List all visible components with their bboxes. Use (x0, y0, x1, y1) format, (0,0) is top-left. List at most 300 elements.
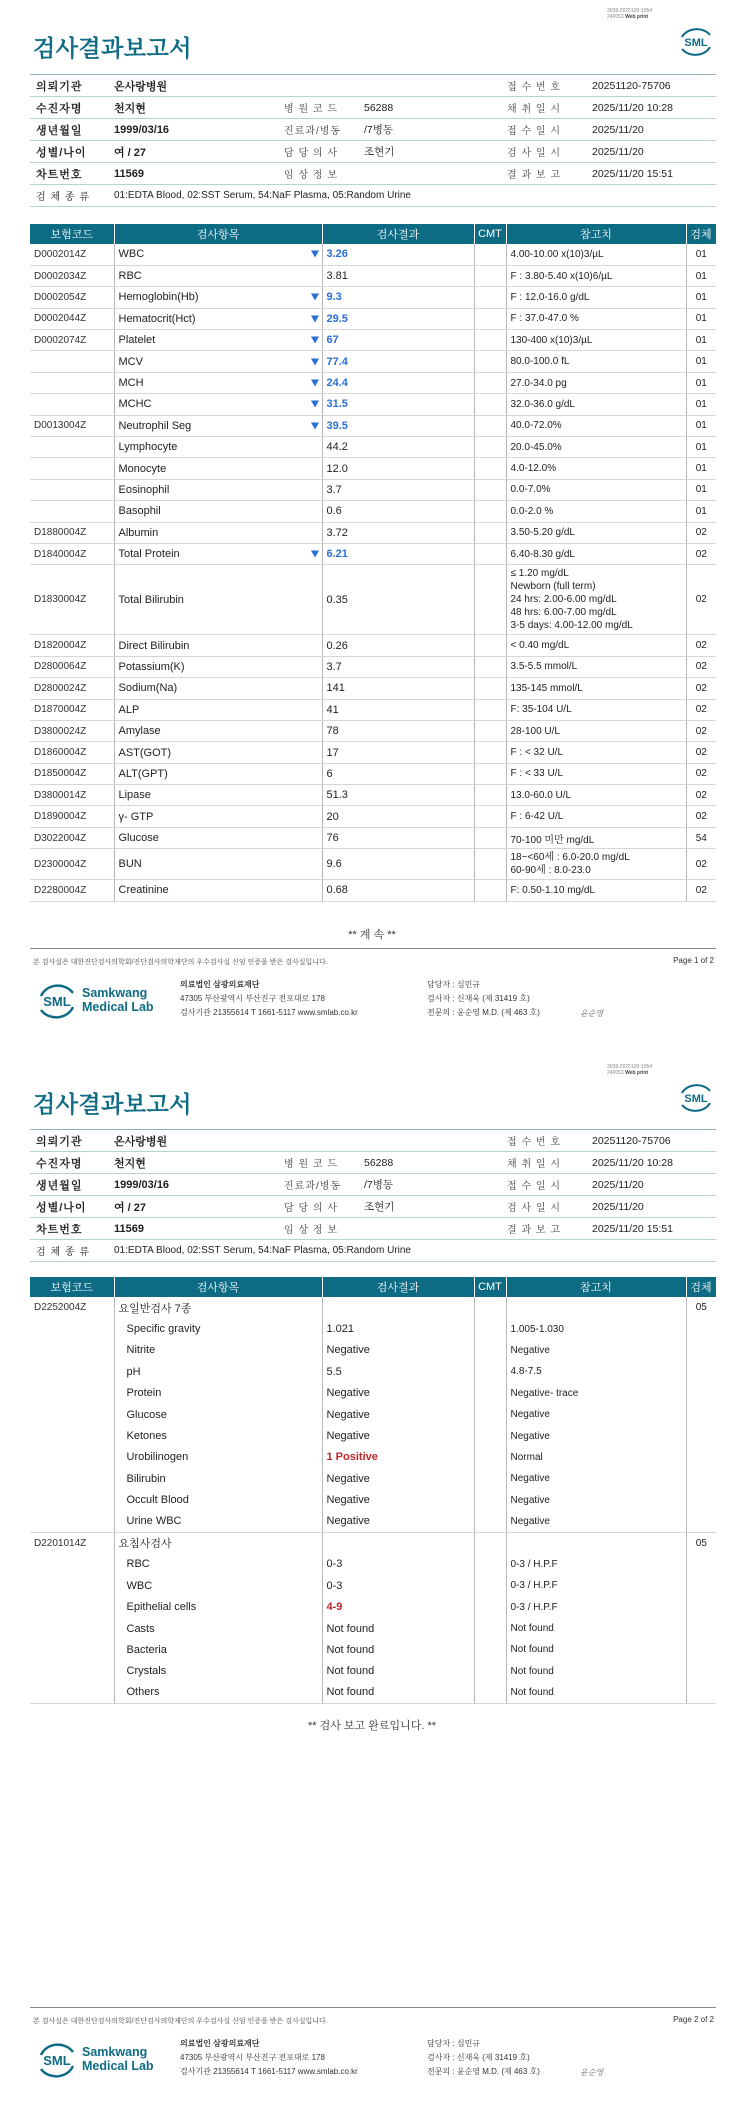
row-cmt (474, 1639, 506, 1660)
row-result: 3.7 (322, 656, 474, 677)
row-result: 3.81 (322, 265, 474, 286)
row-specimen (686, 1575, 716, 1596)
row-item (114, 656, 322, 677)
row-cmt (474, 330, 506, 351)
receipt-no-label: 접 수 번 호 (503, 75, 588, 97)
row-cmt (474, 699, 506, 720)
sml-logo-icon (36, 2039, 78, 2081)
doctor-label: 담 당 의 사 (280, 1196, 360, 1218)
row-code: D1880004Z (30, 522, 114, 543)
ref-line: ≤ 1.20 mg/dL (510, 568, 569, 580)
row-result: Negative (322, 1425, 474, 1446)
table-row (30, 880, 716, 901)
row-code: D3800024Z (30, 720, 114, 741)
col-header-code: 보험코드 (30, 224, 114, 244)
specimen-label: 검 체 종 류 (30, 185, 110, 207)
group-ref (506, 1532, 686, 1553)
row-code: D1860004Z (30, 742, 114, 763)
row-ref: F: 0.50-1.10 mg/dL (506, 880, 686, 901)
row-code: D2300004Z (30, 849, 114, 880)
row-result: Negative (322, 1468, 474, 1489)
signature: 윤순영 (580, 2068, 604, 2077)
row-code: D1890004Z (30, 806, 114, 827)
report-label: 결 과 보 고 (503, 1218, 588, 1240)
row-ref: Negative (506, 1468, 686, 1489)
row-ref: F : 37.0-47.0 % (506, 308, 686, 329)
row-specimen: 02 (686, 880, 716, 901)
row-result: 24.4 (322, 372, 474, 393)
staff-tester: 검사자 : 신재욱 (제 31419 호) (427, 994, 530, 1003)
low-flag-down-arrow-icon (311, 251, 319, 258)
row-item (114, 330, 322, 351)
doctor-value: 조현기 (360, 1196, 503, 1218)
table-row (30, 565, 716, 635)
row-result: 0.35 (322, 565, 474, 635)
logo-text: SML (43, 994, 71, 1009)
table-row (30, 479, 716, 500)
row-result: Negative (322, 1340, 474, 1361)
row-specimen (686, 1447, 716, 1468)
hospital-label: 의뢰기관 (30, 1130, 110, 1152)
row-item (114, 437, 322, 458)
hospital-label: 의뢰기관 (30, 75, 110, 97)
brand-line-1: Samkwang (82, 986, 148, 1000)
row-result: Negative (322, 1404, 474, 1425)
row-ref: 0.0-2.0 % (506, 501, 686, 522)
row-item: Epithelial cells (114, 1596, 322, 1617)
row-item: Bacteria (114, 1639, 322, 1660)
footer-address (180, 2037, 358, 2079)
row-result: 51.3 (322, 785, 474, 806)
row-specimen: 01 (686, 394, 716, 415)
table-row (30, 244, 716, 265)
report-label: 결 과 보 고 (503, 163, 588, 185)
table-row (30, 1575, 716, 1596)
row-cmt (474, 501, 506, 522)
row-item (114, 785, 322, 806)
row-item (114, 742, 322, 763)
row-result: 4-9 (322, 1596, 474, 1617)
row-result: 6.21 (322, 543, 474, 564)
row-item (114, 806, 322, 827)
row-code (30, 458, 114, 479)
row-item (114, 501, 322, 522)
row-item: Ketones (114, 1425, 322, 1446)
row-item-label: Lipase (118, 789, 151, 802)
signature: 윤순영 (580, 1009, 604, 1018)
row-cmt (474, 394, 506, 415)
dob-value: 1999/03/16 (110, 119, 280, 141)
row-ref: 1.005-1.030 (506, 1318, 686, 1339)
row-specimen (686, 1318, 716, 1339)
print-code (607, 1064, 687, 1076)
row-ref: 0.0-7.0% (506, 479, 686, 500)
table-row (30, 437, 716, 458)
row-item-label: Potassium(K) (118, 660, 185, 673)
table-row (30, 1404, 716, 1425)
row-ref: Not found (506, 1639, 686, 1660)
row-specimen (686, 1340, 716, 1361)
col-header-ref: 참고치 (506, 224, 686, 244)
row-ref: Negative (506, 1490, 686, 1511)
row-cmt (474, 1340, 506, 1361)
print-code (607, 8, 687, 20)
row-item-label: Amylase (118, 725, 161, 738)
row-code (30, 1383, 114, 1404)
row-ref: F : 6-42 U/L (506, 806, 686, 827)
row-cmt (474, 1661, 506, 1682)
row-specimen: 54 (686, 827, 716, 848)
row-result: 0.68 (322, 880, 474, 901)
chart-value: 11569 (110, 163, 280, 185)
col-header-item: 검사항목 (114, 224, 322, 244)
row-specimen: 02 (686, 849, 716, 880)
receipt-date-value: 2025/11/20 (588, 119, 716, 141)
row-result: 31.5 (322, 394, 474, 415)
collect-label: 채 취 일 시 (503, 97, 588, 119)
table-row (30, 678, 716, 699)
row-specimen: 02 (686, 806, 716, 827)
address: 47305 부산광역시 부산진구 전포대로 178 (180, 2053, 325, 2062)
row-specimen: 02 (686, 565, 716, 635)
collect-value: 2025/11/20 10:28 (588, 1152, 716, 1174)
row-item (114, 415, 322, 436)
row-ref (506, 849, 686, 880)
row-item-label: Neutrophil Seg (118, 419, 192, 432)
row-ref: 32.0-36.0 g/dL (506, 394, 686, 415)
row-item: Crystals (114, 1661, 322, 1682)
row-code (30, 1618, 114, 1639)
group-specimen: 05 (695, 1302, 707, 1314)
table-row (30, 656, 716, 677)
row-cmt (474, 244, 506, 265)
ref-line: 24 hrs: 2.00-6.00 mg/dL (510, 594, 617, 606)
row-cmt (474, 827, 506, 848)
row-ref: Negative (506, 1511, 686, 1532)
hosp-code-value: 56288 (360, 1152, 503, 1174)
row-result: 20 (322, 806, 474, 827)
row-cmt (474, 308, 506, 329)
table-row (30, 372, 716, 393)
clinical-value (360, 1218, 503, 1240)
row-ref: 40.0-72.0% (506, 415, 686, 436)
ref-line: 60-90세 : 8.0-23.0 (510, 865, 591, 877)
brand-line-2: Medical Lab (82, 2059, 154, 2073)
row-specimen: 01 (686, 437, 716, 458)
low-flag-down-arrow-icon (311, 358, 319, 365)
row-item-label: Hemoglobin(Hb) (118, 291, 199, 304)
footer-divider (30, 948, 716, 949)
row-cmt (474, 1404, 506, 1425)
patient-value: 천지현 (110, 97, 280, 119)
row-cmt (474, 1511, 506, 1532)
row-specimen: 02 (686, 742, 716, 763)
row-item (114, 543, 322, 564)
row-specimen: 02 (686, 763, 716, 784)
row-ref: 0-3 / H.P.F (506, 1596, 686, 1617)
row-cmt (474, 678, 506, 699)
row-result: Not found (322, 1661, 474, 1682)
table-row (30, 635, 716, 656)
table-row (30, 1596, 716, 1617)
row-specimen: 01 (686, 351, 716, 372)
sml-logo-icon (676, 1081, 716, 1115)
row-item-label: Basophil (118, 505, 161, 518)
row-cmt (474, 372, 506, 393)
table-row (30, 351, 716, 372)
col-header-result: 검사결과 (322, 224, 474, 244)
row-cmt (474, 1618, 506, 1639)
row-cmt (474, 849, 506, 880)
row-ref: 4.00-10.00 x(10)3/µL (506, 244, 686, 265)
print-code-1: 3038-2025100-1054 (607, 1064, 653, 1070)
row-result: 12.0 (322, 458, 474, 479)
row-item (114, 287, 322, 308)
row-item-label: MCHC (118, 398, 152, 411)
dept-label: 진료과/병동 (280, 119, 360, 141)
row-specimen: 01 (686, 458, 716, 479)
footer-logo (36, 2039, 171, 2083)
sex-label: 성별/나이 (30, 141, 110, 163)
row-ref: 130-400 x(10)3/µL (506, 330, 686, 351)
col-header-cmt: CMT (474, 224, 506, 244)
table-row (30, 1554, 716, 1575)
row-code: D1820004Z (30, 635, 114, 656)
group-ref (506, 1297, 686, 1318)
row-cmt (474, 763, 506, 784)
row-specimen: 01 (686, 330, 716, 351)
logo-text: SML (43, 2053, 71, 2068)
print-code-1: 3038-2025100-1054 (607, 8, 653, 14)
staff-specialist: 전문의 : 윤순영 M.D. (제 463 호) (427, 1008, 540, 1017)
report-page-2 (0, 1045, 744, 2104)
row-result: 39.5 (322, 415, 474, 436)
row-code: D0002074Z (30, 330, 114, 351)
row-code (30, 1447, 114, 1468)
contact: 검사기관 21355614 T 1661-5117 www.smlab.co.kr (180, 2067, 358, 2076)
chart-label: 차트번호 (30, 163, 110, 185)
row-item (114, 458, 322, 479)
row-item-label: Eosinophil (118, 483, 170, 496)
row-code (30, 351, 114, 372)
dept-value: /7병동 (360, 1174, 503, 1196)
urine-results-table (30, 1277, 717, 1704)
row-cmt (474, 880, 506, 901)
group-row (30, 1297, 716, 1318)
patient-info-table (30, 74, 716, 207)
row-item (114, 635, 322, 656)
table-row (30, 1490, 716, 1511)
table-row (30, 1340, 716, 1361)
row-cmt (474, 656, 506, 677)
report-title: 검사결과보고서 (33, 1091, 193, 1117)
receipt-date-label: 접 수 일 시 (503, 1174, 588, 1196)
row-cmt (474, 1468, 506, 1489)
row-result: 5.5 (322, 1361, 474, 1382)
hosp-code-label: 병 원 코 드 (280, 97, 360, 119)
col-header-specimen: 검체 (686, 224, 716, 244)
table-row (30, 1639, 716, 1660)
row-specimen: 02 (686, 543, 716, 564)
row-item (114, 699, 322, 720)
row-specimen: 02 (686, 720, 716, 741)
row-ref: 28-100 U/L (506, 720, 686, 741)
row-code (30, 1318, 114, 1339)
row-code (30, 1682, 114, 1703)
row-result: 1.021 (322, 1318, 474, 1339)
row-specimen (686, 1361, 716, 1382)
row-code (30, 1661, 114, 1682)
row-specimen: 01 (686, 308, 716, 329)
row-item (114, 678, 322, 699)
row-specimen (686, 1596, 716, 1617)
specimen-value: 01:EDTA Blood, 02:SST Serum, 54:NaF Plasma, 05:Random Urine (110, 185, 716, 207)
row-cmt (474, 1425, 506, 1446)
row-code (30, 437, 114, 458)
row-result: Negative (322, 1511, 474, 1532)
row-ref (506, 565, 686, 635)
row-specimen: 01 (686, 501, 716, 522)
row-item-label: AST(GOT) (118, 746, 172, 759)
group-result (322, 1532, 474, 1553)
sex-value: 여 / 27 (110, 1196, 280, 1218)
receipt-no-value: 20251120-75706 (588, 1130, 716, 1152)
chart-value: 11569 (110, 1218, 280, 1240)
row-result: 67 (322, 330, 474, 351)
ref-line: 3-5 days: 4.00-12.00 mg/dL (510, 620, 633, 632)
row-item-label: Albumin (118, 526, 159, 539)
row-result: Negative (322, 1383, 474, 1404)
row-item-label: Sodium(Na) (118, 682, 178, 695)
org-name: 의료법인 삼광의료재단 (180, 980, 260, 989)
table-row (30, 763, 716, 784)
row-specimen (686, 1639, 716, 1660)
print-code-2: 240053 (607, 14, 624, 20)
row-code (30, 1575, 114, 1596)
chart-label: 차트번호 (30, 1218, 110, 1240)
org-name: 의료법인 삼광의료재단 (180, 2039, 260, 2048)
row-specimen: 01 (686, 287, 716, 308)
row-item (114, 827, 322, 848)
row-result: 29.5 (322, 308, 474, 329)
row-specimen: 02 (686, 522, 716, 543)
row-cmt (474, 351, 506, 372)
staff-manager: 담당자 : 심민규 (427, 2039, 481, 2048)
table-row (30, 415, 716, 436)
address: 47305 부산광역시 부산진구 전포대로 178 (180, 994, 325, 1003)
footer-divider (30, 2007, 716, 2008)
print-label: Web print (625, 14, 649, 20)
exam-date-label: 검 사 일 시 (503, 141, 588, 163)
table-row (30, 806, 716, 827)
doctor-label: 담 당 의 사 (280, 141, 360, 163)
clinical-value (360, 163, 503, 185)
row-item (114, 265, 322, 286)
table-row (30, 785, 716, 806)
row-result: 3.7 (322, 479, 474, 500)
row-specimen (686, 1404, 716, 1425)
hosp-code-value: 56288 (360, 97, 503, 119)
logo-text: SML (684, 37, 708, 49)
row-specimen (686, 1554, 716, 1575)
row-ref: Negative (506, 1404, 686, 1425)
receipt-date-value: 2025/11/20 (588, 1174, 716, 1196)
row-code: D3022004Z (30, 827, 114, 848)
row-code: D0013004Z (30, 415, 114, 436)
table-row (30, 699, 716, 720)
row-ref: 0-3 / H.P.F (506, 1575, 686, 1596)
row-result: 41 (322, 699, 474, 720)
low-flag-down-arrow-icon (311, 337, 319, 344)
col-header-specimen: 검체 (686, 1277, 716, 1297)
row-result: 3.72 (322, 522, 474, 543)
receipt-no-label: 접 수 번 호 (503, 1130, 588, 1152)
row-cmt (474, 1575, 506, 1596)
low-flag-down-arrow-icon (311, 551, 319, 558)
row-ref: 20.0-45.0% (506, 437, 686, 458)
footer-staff (427, 2037, 540, 2079)
table-row (30, 1318, 716, 1339)
table-row (30, 1361, 716, 1382)
dob-label: 생년월일 (30, 1174, 110, 1196)
row-specimen: 01 (686, 479, 716, 500)
low-flag-down-arrow-icon (311, 422, 319, 429)
table-row (30, 543, 716, 564)
cert-note: 본 검사실은 대한진단검사의학회/진단검사의학재단의 우수검사실 신임 인증을 받은 검사실입니다. (33, 959, 328, 966)
row-specimen (686, 1383, 716, 1404)
row-result: 78 (322, 720, 474, 741)
row-code (30, 501, 114, 522)
row-cmt (474, 1383, 506, 1404)
low-flag-down-arrow-icon (311, 294, 319, 301)
row-item: Protein (114, 1383, 322, 1404)
row-ref: 80.0-100.0 fL (506, 351, 686, 372)
table-row (30, 265, 716, 286)
row-item: Urobilinogen (114, 1447, 322, 1468)
row-code (30, 372, 114, 393)
row-code: D1850004Z (30, 763, 114, 784)
row-ref: 13.0-60.0 U/L (506, 785, 686, 806)
row-result: 3.26 (322, 244, 474, 265)
row-code: D0002054Z (30, 287, 114, 308)
patient-label: 수진자명 (30, 1152, 110, 1174)
row-ref: Not found (506, 1661, 686, 1682)
row-result: 9.3 (322, 287, 474, 308)
row-ref: F: 35-104 U/L (506, 699, 686, 720)
logo-text: SML (684, 1093, 708, 1105)
row-result: 0.6 (322, 501, 474, 522)
row-cmt (474, 742, 506, 763)
row-code: D0002044Z (30, 308, 114, 329)
row-ref: F : < 33 U/L (506, 763, 686, 784)
row-ref: F : 3.80-5.40 x(10)6/µL (506, 265, 686, 286)
row-result: 0-3 (322, 1575, 474, 1596)
row-ref: 3.50-5.20 g/dL (506, 522, 686, 543)
row-ref: 135-145 mmol/L (506, 678, 686, 699)
table-row (30, 308, 716, 329)
sml-logo-icon (36, 980, 78, 1022)
row-code: D2280004Z (30, 880, 114, 901)
row-item (114, 351, 322, 372)
sex-value: 여 / 27 (110, 141, 280, 163)
doctor-value: 조현기 (360, 141, 503, 163)
row-specimen: 02 (686, 699, 716, 720)
row-ref: < 0.40 mg/dL (506, 635, 686, 656)
row-ref: Negative- trace (506, 1383, 686, 1404)
specimen-label: 검 체 종 류 (30, 1240, 110, 1262)
row-item: Bilirubin (114, 1468, 322, 1489)
row-item-label: ALT(GPT) (118, 767, 168, 780)
